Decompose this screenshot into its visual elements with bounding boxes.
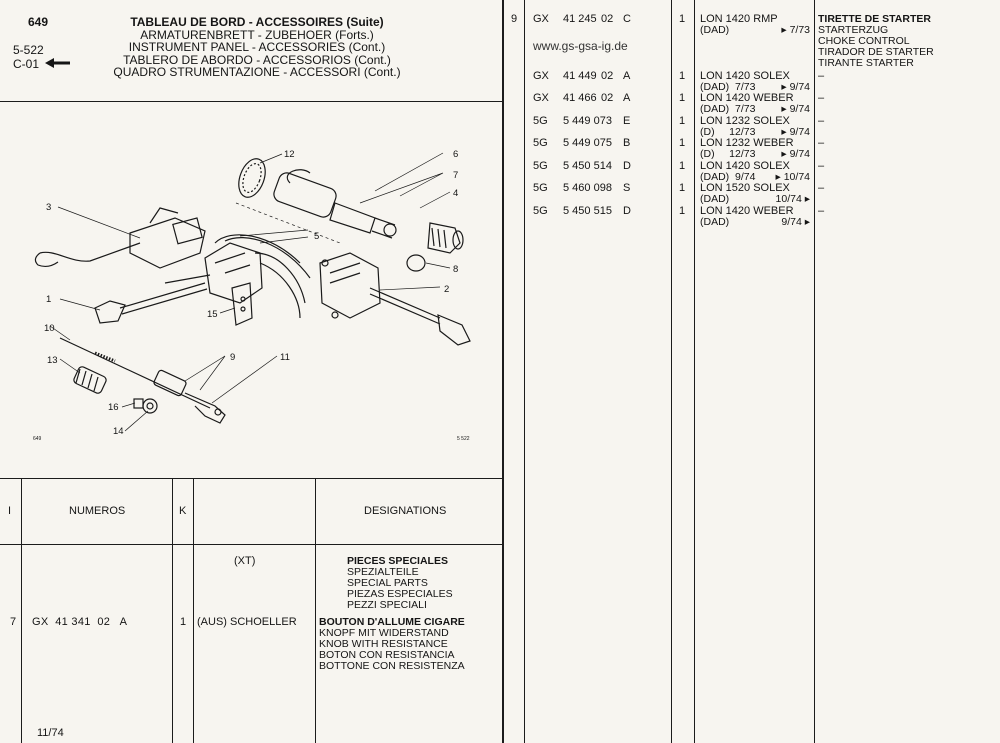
part-prefix: 5G	[533, 137, 548, 149]
part-prefix: 5G	[533, 160, 548, 172]
part-number: 41 245	[563, 13, 597, 25]
part-date: ▸ 9/74	[781, 148, 810, 160]
row7-line-de: KNOPF MIT WIDERSTAND	[319, 627, 449, 639]
part-prefix: 5G	[533, 182, 548, 194]
right-designation-en: CHOKE CONTROL	[818, 35, 910, 47]
divider-main-vertical	[502, 0, 504, 743]
lighter-ring	[234, 155, 270, 201]
part-letter: A	[623, 70, 631, 82]
part-spec-detail: (D) 12/73	[700, 148, 756, 160]
divider-right-col-index	[524, 0, 525, 743]
right-designation-it: TIRANTE STARTER	[818, 57, 914, 69]
row7-k: 1	[180, 616, 187, 628]
part-k: 1	[679, 70, 686, 82]
row7-line-it: BOTTONE CON RESISTENZA	[319, 660, 465, 672]
part-spec: LON 1420 WEBER	[700, 92, 794, 104]
row7-numero: GX 41 341 02 A	[32, 616, 128, 628]
title-de: ARMATURENBRETT - ZUBEHOER (Forts.)	[140, 27, 374, 42]
part-dash: –	[818, 92, 825, 104]
part-prefix: GX	[533, 92, 549, 104]
part-date: ▸ 9/74	[781, 103, 810, 115]
callout-4: 4	[453, 188, 459, 199]
title-es: TABLERO DE ABORDO - ACCESSORIOS (Cont.)	[123, 52, 391, 67]
part-sub: 02	[601, 70, 614, 82]
part-dash: –	[818, 70, 825, 82]
part-k: 1	[679, 182, 686, 194]
part-spec-detail: (DAD)	[700, 193, 730, 205]
divider-col-supplier	[193, 478, 194, 743]
callout-9: 9	[230, 352, 236, 363]
callout-14: 14	[113, 426, 124, 437]
callout-10: 10	[44, 323, 55, 334]
part-prefix: 5G	[533, 115, 548, 127]
divider-table-top	[0, 478, 502, 479]
stalk-switch-upper	[35, 208, 205, 268]
part-prefix: 5G	[533, 205, 548, 217]
callout-6: 6	[453, 149, 459, 160]
reference-code: 5-522	[13, 43, 44, 57]
part-dash: –	[818, 160, 825, 172]
part-spec-detail: (D) 12/73	[700, 126, 756, 138]
diagram-corner-right: 5 522	[457, 436, 470, 442]
section-title: PIECES SPECIALES	[347, 555, 448, 567]
part-letter: D	[623, 160, 631, 172]
part-date: ▸ 9/74	[781, 126, 810, 138]
part-spec-detail: (DAD) 7/73	[700, 103, 756, 115]
part-spec-detail: (DAD)	[700, 24, 730, 36]
part-dash: –	[818, 205, 825, 217]
right-row-index: 9	[511, 13, 518, 25]
row7-line-es: BOTON CON RESISTANCIA	[319, 649, 455, 661]
part-spec: LON 1420 SOLEX	[700, 160, 790, 172]
part-spec: LON 1232 SOLEX	[700, 115, 790, 127]
title-it: QUADRO STRUMENTAZIONE - ACCESSORI (Cont.)	[113, 65, 401, 79]
divider-header-bottom	[0, 101, 502, 102]
diagram-corner-left: 649	[33, 436, 42, 442]
part-number: 41 466	[563, 92, 597, 104]
part-letter: D	[623, 205, 631, 217]
title-fr: TABLEAU DE BORD - ACCESSOIRES (Suite)	[130, 15, 384, 29]
part-k: 1	[679, 115, 686, 127]
part-spec: LON 1420 SOLEX	[700, 70, 790, 82]
callout-2: 2	[444, 284, 450, 295]
section-line-es: PIEZAS ESPECIALES	[347, 588, 453, 600]
callout-3: 3	[46, 202, 52, 213]
part-letter: B	[623, 137, 631, 149]
part-k: 1	[679, 160, 686, 172]
part-sub: 02	[601, 92, 614, 104]
col-header-designations: DESIGNATIONS	[364, 505, 447, 517]
section-line-de: SPEZIALTEILE	[347, 566, 419, 578]
title-en: INSTRUMENT PANEL - ACCESSORIES (Cont.)	[128, 40, 386, 54]
part-date: ▸ 7/73	[781, 24, 810, 36]
part-letter: S	[623, 182, 631, 194]
page-number: 649	[28, 15, 49, 29]
part-number: 41 449	[563, 70, 597, 82]
divider-col-k	[172, 478, 173, 743]
row7-title: BOUTON D'ALLUME CIGARE	[319, 616, 465, 628]
part-date: 10/74 ▸	[775, 193, 810, 205]
col-header-k: K	[179, 505, 187, 517]
part-letter: E	[623, 115, 631, 127]
arrow-left-icon	[45, 57, 71, 69]
callout-13: 13	[47, 355, 58, 366]
section-line-it: PEZZI SPECIALI	[347, 599, 427, 611]
lighter-cap	[407, 255, 425, 271]
callout-16: 16	[108, 402, 119, 413]
part-letter: A	[623, 92, 631, 104]
col-header-index: I	[8, 505, 12, 517]
section-line-en: SPECIAL PARTS	[347, 577, 428, 589]
part-spec: LON 1420 RMP	[700, 13, 778, 25]
divider-right-col-designation	[814, 0, 815, 743]
part-k: 1	[679, 205, 686, 217]
exploded-parts-diagram	[0, 103, 500, 478]
callout-8: 8	[453, 264, 459, 275]
divider-right-col-k	[671, 0, 672, 743]
part-number: 5 450 514	[563, 160, 612, 172]
part-dash: –	[818, 137, 825, 149]
part-number: 5 460 098	[563, 182, 612, 194]
part-number: 5 450 515	[563, 205, 612, 217]
part-date: 9/74 ▸	[781, 216, 810, 228]
divider-right-col-supplier	[694, 0, 695, 743]
page-title-block	[112, 16, 402, 79]
part-date: ▸ 9/74	[781, 81, 810, 93]
callout-15: 15	[207, 309, 218, 320]
section-code: (XT)	[234, 555, 256, 567]
starter-knob	[428, 223, 463, 253]
part-sub: 02	[601, 13, 614, 25]
part-date: ▸ 10/74	[775, 171, 810, 183]
part-spec: LON 1420 WEBER	[700, 205, 794, 217]
right-designation-de: STARTERZUG	[818, 24, 889, 36]
part-dash: –	[818, 115, 825, 127]
part-prefix: GX	[533, 70, 549, 82]
part-spec-detail: (DAD) 9/74	[700, 171, 756, 183]
divider-table-header-bottom	[0, 544, 502, 545]
right-designation-es: TIRADOR DE STARTER	[818, 46, 934, 58]
row7-supplier: (AUS) SCHOELLER	[197, 616, 297, 628]
callout-11: 11	[280, 352, 290, 363]
callout-7: 7	[453, 170, 459, 181]
col-header-numeros: NUMEROS	[69, 505, 126, 517]
reference-section: C-01	[13, 57, 40, 71]
divider-col-designation	[315, 478, 316, 743]
row7-line-en: KNOB WITH RESISTANCE	[319, 638, 448, 650]
callout-1: 1	[46, 294, 52, 305]
part-k: 1	[679, 137, 686, 149]
choke-cable-assembly	[60, 338, 225, 423]
stalk-switch-lower	[95, 275, 210, 323]
callout-12: 12	[284, 149, 295, 160]
switch-block	[205, 235, 310, 325]
row7-index: 7	[10, 616, 17, 628]
part-spec-detail: (DAD)	[700, 216, 730, 228]
callout-5: 5	[314, 231, 320, 242]
right-designation-title: TIRETTE DE STARTER	[818, 13, 931, 25]
part-number: 5 449 073	[563, 115, 612, 127]
part-dash: –	[818, 182, 825, 194]
part-spec-detail: (DAD) 7/73	[700, 81, 756, 93]
website-watermark: www.gs-gsa-ig.de	[533, 39, 628, 53]
footer-date: 11/74	[37, 727, 64, 739]
part-k: 1	[679, 92, 686, 104]
part-letter: C	[623, 13, 631, 25]
part-number: 5 449 075	[563, 137, 612, 149]
divider-col-index	[21, 478, 22, 743]
part-k: 1	[679, 13, 686, 25]
part-spec: LON 1232 WEBER	[700, 137, 794, 149]
cigar-lighter-assembly	[272, 170, 396, 238]
part-prefix: GX	[533, 13, 549, 25]
stalk-switch-right	[320, 253, 470, 345]
part-spec: LON 1520 SOLEX	[700, 182, 790, 194]
